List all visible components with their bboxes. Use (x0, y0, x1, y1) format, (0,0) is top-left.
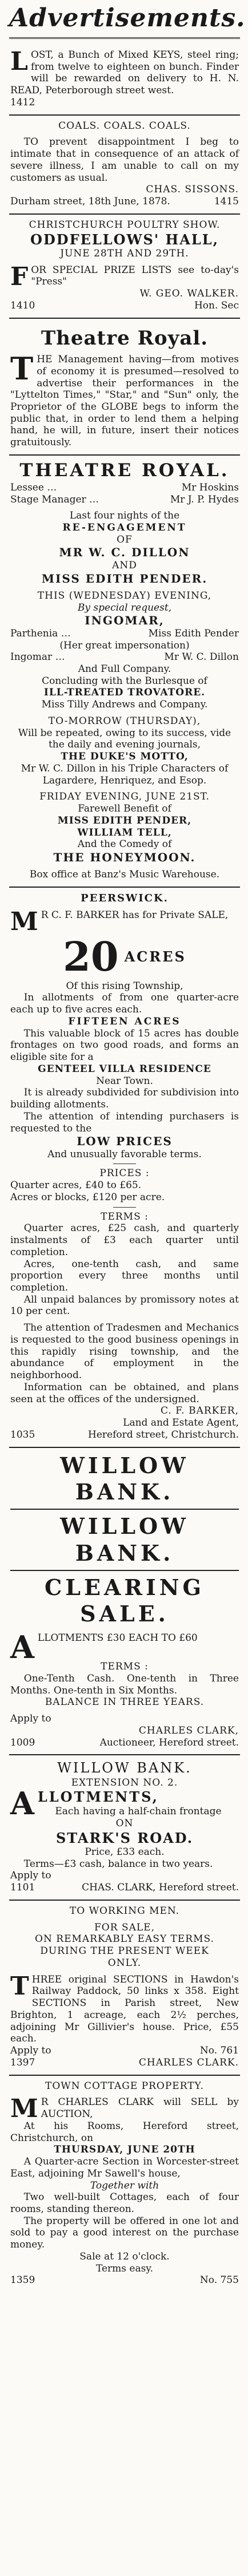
cottage-no: No. 755 (199, 2274, 239, 2286)
coals-heading: COALS. COALS. COALS. (58, 120, 191, 132)
great-impersonation: (Her great impersonation) (59, 639, 190, 651)
this-evening: THIS (WEDNESDAY) EVENING, (37, 589, 212, 602)
peerswick-number: 20 (63, 932, 119, 980)
working-men-no: No. 761 (199, 2045, 239, 2057)
poultry-hall: ODDFELLOWS' HALL, (30, 231, 219, 248)
prices-label: PRICES : (99, 1168, 150, 1180)
theatre-royal-title: THEATRE ROYAL. (19, 460, 230, 481)
theatre-notice-initial: T (10, 350, 34, 387)
cottage-terms: Terms easy. (95, 2262, 154, 2274)
working-men-body: HREE original SECTIONS in Hawdon's Railway Paddock, 50 links x 358. Eight SECTIONS in Parish street, New Brighton, 1 acreage, each 2½ perches, adjoining Mr Gillivier's house. Price, £55 each. (10, 1973, 239, 2045)
working-men-number: 1397 (10, 2056, 35, 2068)
peerswick-number-ref: 1035 (10, 1429, 35, 1441)
working-men-apply: Apply to (10, 2045, 51, 2057)
tomorrow: TO-MORROW (THURSDAY), (48, 715, 201, 727)
parthenia-actor: Miss Edith Pender (148, 627, 239, 639)
dukes-motto-cast: Mr W. C. Dillon in his Triple Characters of Lagardere, Henriquez, and Esop. (21, 762, 229, 786)
william-tell: WILLIAM TELL, (77, 826, 172, 838)
willow-initial: A (10, 1628, 34, 1665)
lost-body: OST, a Bunch of Mixed KEYS, steel ring; from twelve to eighteen on bunch. Finder will be rewarded on delivery to H. N. READ, Peterborough street west. (10, 49, 239, 97)
poultry-hon: Hon. Sec (194, 299, 239, 311)
play-ingomar: INGOMAR, (85, 614, 165, 628)
ingomar-actor: Mr W. C. Dillon (164, 651, 239, 663)
poultry-body: OR SPECIAL PRIZE LISTS see to-day's "Press" (31, 264, 239, 288)
farewell-benefit: Farewell Benefit of (78, 803, 171, 815)
for-sale: FOR SALE, (94, 1921, 155, 1933)
last-nights: Last four nights of the (69, 510, 180, 522)
cottage-initial: M (10, 2094, 38, 2124)
theatre-notice-body: HE Management having—from motives of economy it is presumed—resolved to advertise their performances in the "Lyttelton Times," "Star," and "Sun" only, the Proprietor of the GLOBE begs to inform the public that, in order to lend them a helping hand, he will, in future, insert their notices gratuitously. (10, 354, 239, 449)
working-men-ad (9, 1901, 240, 2076)
performer-dillon: MR W. C. DILLON (59, 545, 190, 560)
peerswick-ad (9, 888, 240, 1447)
box-office: Box office at Banz's Music Warehouse. (29, 869, 220, 881)
tradesmen-attention: The attention of Tradesmen and Mechanics is requested to the good business openings in this rapidly rising township, and the abundance of employment in the neighborhood. (10, 1322, 239, 1382)
price-quarter-acres: Quarter acres, £40 to £65. (10, 1180, 142, 1192)
ingomar-label: Ingomar … (10, 651, 65, 663)
and-text: AND (112, 559, 137, 571)
willow-allotments: LLOTMENTS £30 EACH TO £60 (37, 1632, 198, 1644)
divider (113, 1207, 136, 1208)
willow2-number: 1101 (10, 1882, 35, 1894)
willow-address: Auctioneer, Hereford street. (99, 1736, 239, 1748)
manager-name: Mr J. P. Hydes (170, 493, 239, 505)
peerswick-signature: C. F. BARKER, (160, 1405, 239, 1417)
burlesque-intro: Concluding with the Burlesque of (42, 675, 207, 687)
of-text: OF (117, 533, 133, 545)
only-text: ONLY. (107, 1957, 142, 1969)
peerswick-agent: Land and Estate Agent, (123, 1417, 239, 1429)
cottage-quarter: A Quarter-acre Section in Worcester-street East, adjoining Mr Sawell's house, (10, 2156, 239, 2179)
lost-initial: L (10, 47, 28, 76)
terms-label: TERMS : (101, 1210, 149, 1222)
will-be-repeated: Will be repeated, owing to its success, vide the daily and evening journals, (18, 727, 231, 751)
coals-signature: CHAS. SISSONS. (146, 184, 239, 196)
comedy-intro: And the Comedy of (77, 838, 172, 850)
willow-number: 1009 (10, 1736, 35, 1748)
trovatore-cast: Miss Tilly Andrews and Company. (41, 699, 208, 711)
terms-acres: Acres, one-tenth cash, and same proportion every three months until completion. (10, 1258, 239, 1293)
extension-no: EXTENSION NO. 2. (71, 1776, 178, 1788)
willow-heading-2: WILLOW BANK. (60, 1513, 189, 1566)
peerswick-initial: M (10, 907, 38, 937)
masthead: Advertisements. (9, 0, 240, 39)
working-men-agent: CHARLES CLARK. (138, 2056, 239, 2068)
peerswick-heading: PEERSWICK. (81, 892, 169, 905)
poultry-dates: JUNE 28TH AND 29TH. (60, 247, 189, 259)
willow-terms: One-Tenth Cash. One-tenth in Three Months. One-tenth in Six Months. (10, 1673, 239, 1696)
low-prices: LOW PRICES (77, 1134, 173, 1149)
terms-balances: All unpaid balances by promissory notes at 10 per cent. (10, 1293, 239, 1317)
lessee-label: Lessee … (10, 481, 57, 493)
lost-number: 1412 (10, 96, 35, 108)
willow-bank-extension-ad (9, 1755, 240, 1901)
information: Information can be obtained, and plans seen at the offices of the undersigned. (10, 1381, 239, 1405)
willow2-terms: Terms—£3 cash, balance in two years. (23, 1858, 213, 1870)
willow-balance: BALANCE IN THREE YEARS. (45, 1696, 205, 1708)
present-week: DURING THE PRESENT WEEK (40, 1945, 209, 1957)
working-men-initial: T (10, 1971, 29, 2001)
trovatore-title: ILL-TREATED TROVATORE. (43, 687, 206, 699)
terms-quarter-acres: Quarter acres, £25 cash, and quarterly instalments of £3 each quarter until completion. (10, 1222, 239, 1258)
willow2-each: Each having a half-chain frontage (55, 1805, 222, 1817)
honeymoon-title: THE HONEYMOON. (53, 850, 196, 865)
cottage-letting: The property will be offered in one lot and sold to pay a good interest on the purchase money. (10, 2215, 239, 2251)
cottage-date: THURSDAY, JUNE 20TH (54, 2144, 195, 2156)
willow2-agent: CHAS. CLARK, Hereford street. (82, 1882, 239, 1894)
willow2-initial: A (10, 1785, 34, 1822)
working-men-heading: TO WORKING MEN. (69, 1905, 180, 1917)
poultry-signature: W. GEO. WALKER. (139, 288, 239, 300)
willow2-heading: WILLOW BANK. (57, 1760, 192, 1776)
friday-evening: FRIDAY EVENING, JUNE 21ST. (39, 791, 210, 803)
parthenia-label: Parthenia … (10, 627, 71, 639)
willow-terms-label: TERMS : (101, 1661, 149, 1673)
cottage-rooms: At his Rooms, Hereford street, Christchurch, on (10, 2120, 239, 2144)
theatre-royal-ad (9, 456, 240, 888)
cottage-body: R CHARLES CLARK will SELL by AUCTION, (41, 2096, 239, 2120)
subdivided: It is already subdivided for subdivision into building allotments. (10, 1087, 239, 1111)
lessee-name: Mr Hoskins (181, 481, 239, 493)
allotments-range: In allotments of from one quarter-acre each up to five acres each. (10, 992, 239, 1016)
poultry-initial: F (10, 262, 29, 291)
rising-township: Of this rising Township, (66, 980, 183, 992)
cottage-cottages: Two well-built Cottages, each of four rooms, standing thereon. (10, 2191, 239, 2215)
willow-heading-1: WILLOW BANK. (60, 1452, 189, 1505)
coals-body: TO prevent disappointment I beg to intimate that in consequence of an attack of severe illness, I am unable to call on my customers as usual. (10, 136, 239, 184)
purchasers-attention: The attention of intending purchasers is requested to the (10, 1110, 239, 1134)
willow-bank-sale-ad (9, 1448, 240, 1756)
poultry-ad (9, 215, 240, 319)
coals-ad (9, 116, 240, 215)
lost-keys-ad (9, 45, 240, 116)
starks-road: STARK'S ROAD. (55, 1829, 194, 1846)
villa-residence: GENTEEL VILLA RESIDENCE (38, 1063, 211, 1075)
price-acres: Acres or blocks, £120 per acre. (10, 1191, 165, 1203)
valuable-block: This valuable block of 15 acres has double frontages on two good roads, and forms an eligible site for a (10, 1027, 239, 1063)
full-company: And Full Company. (78, 663, 171, 675)
benefit-name: MISS EDITH PENDER, (57, 814, 192, 826)
cottage-number: 1359 (10, 2274, 35, 2286)
willow2-on: ON (115, 1818, 134, 1830)
poultry-heading: CHRISTCHURCH POULTRY SHOW. (29, 219, 221, 231)
by-request: By special request, (77, 602, 172, 614)
performer-pender: MISS EDITH PENDER. (41, 571, 208, 585)
coals-address: Durham street, 18th June, 1878. (10, 196, 170, 208)
near-town: Near Town. (96, 1075, 153, 1087)
willow2-price: Price, £33 each. (85, 1846, 165, 1858)
dukes-motto: THE DUKE'S MOTTO, (61, 751, 189, 763)
clearing-sale: CLEARING SALE. (45, 1574, 205, 1627)
coals-number: 1415 (214, 196, 239, 208)
reengagement: RE-ENGAGEMENT (62, 521, 187, 533)
peerswick-address: Hereford street, Christchurch. (88, 1429, 239, 1441)
willow-agent: CHARLES CLARK, (138, 1724, 239, 1736)
cottage-ad (9, 2076, 240, 2293)
willow2-apply: Apply to (10, 1870, 51, 1882)
easy-terms: ON REMARKABLY EASY TERMS. (35, 1933, 214, 1945)
poultry-number: 1410 (10, 299, 35, 311)
fifteen-acres: FIFTEEN ACRES (68, 1015, 181, 1027)
manager-label: Stage Manager … (10, 493, 99, 505)
favorable-terms: And unusually favorable terms. (47, 1148, 202, 1160)
cottage-sale-at: Sale at 12 o'clock. (79, 2250, 170, 2262)
peerswick-acres: ACRES (124, 948, 186, 965)
theatre-notice-ad (9, 319, 240, 456)
willow2-allotments: LLOTMENTS, (37, 1788, 159, 1806)
cottage-heading: TOWN COTTAGE PROPERTY. (45, 2080, 204, 2092)
willow-apply: Apply to (10, 1713, 51, 1725)
peerswick-intro: R C. F. BARKER has for Private SALE, (41, 909, 229, 921)
cottage-together: Together with (90, 2179, 159, 2191)
theatre-notice-title: Theatre Royal. (41, 326, 209, 350)
